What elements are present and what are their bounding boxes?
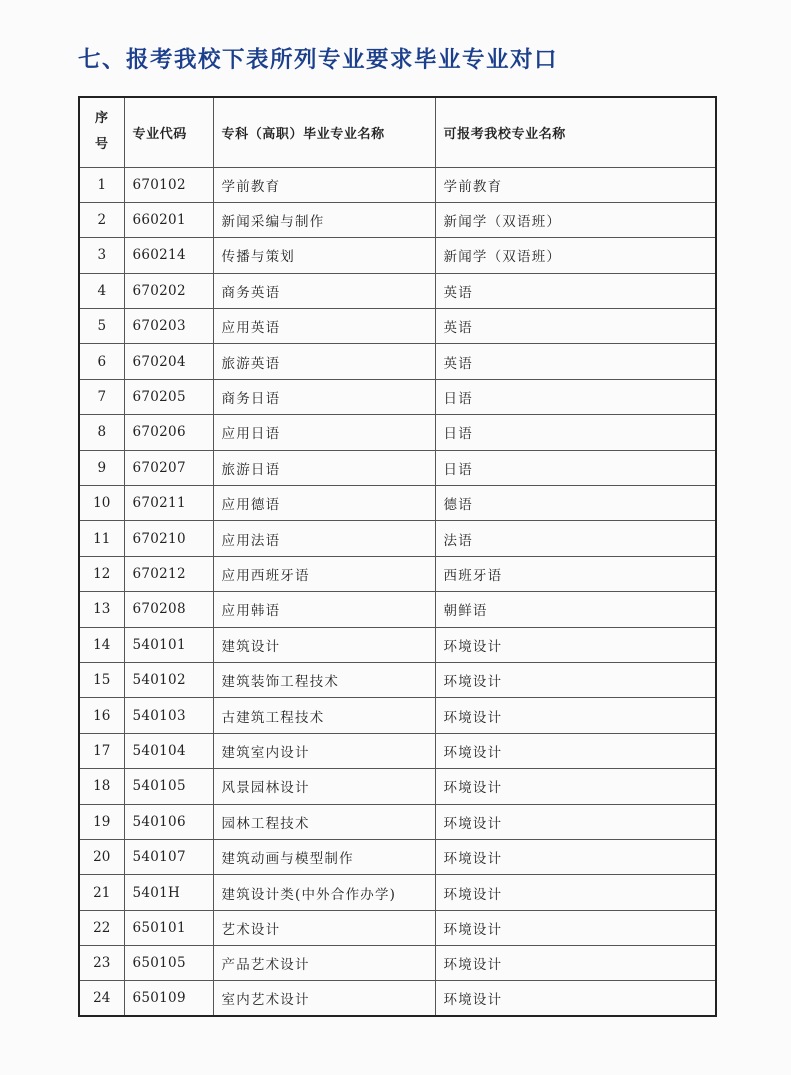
- cell-target: 法语: [435, 521, 716, 556]
- table-row: [79, 309, 716, 344]
- cell-target: 环境设计: [435, 769, 716, 804]
- cell-target: 环境设计: [435, 733, 716, 768]
- table-row: [79, 698, 716, 733]
- table-header: [79, 97, 716, 167]
- cell-target: 环境设计: [435, 981, 716, 1016]
- header-target: 可报考我校专业名称: [435, 97, 716, 167]
- cell-code: 670102: [124, 167, 213, 202]
- cell-name: 传播与策划: [213, 238, 435, 273]
- cell-code: 670204: [124, 344, 213, 379]
- cell-code: 540102: [124, 662, 213, 697]
- cell-no: 2: [79, 202, 124, 237]
- table-row: [79, 521, 716, 556]
- cell-name: 建筑装饰工程技术: [213, 662, 435, 697]
- cell-no: 19: [79, 804, 124, 839]
- table-row: [79, 238, 716, 273]
- cell-no: 20: [79, 839, 124, 874]
- cell-target: 英语: [435, 273, 716, 308]
- cell-name: 应用德语: [213, 486, 435, 521]
- table-row: [79, 839, 716, 874]
- cell-target: 环境设计: [435, 698, 716, 733]
- cell-name: 学前教育: [213, 167, 435, 202]
- header-seq-line1: 序: [94, 111, 109, 127]
- cell-target: 西班牙语: [435, 556, 716, 591]
- cell-target: 环境设计: [435, 627, 716, 662]
- cell-name: 建筑动画与模型制作: [213, 839, 435, 874]
- cell-code: 670207: [124, 450, 213, 485]
- table-row: [79, 769, 716, 804]
- cell-code: 650101: [124, 910, 213, 945]
- cell-no: 22: [79, 910, 124, 945]
- cell-code: 660214: [124, 238, 213, 273]
- cell-no: 15: [79, 662, 124, 697]
- cell-code: 540103: [124, 698, 213, 733]
- cell-code: 670208: [124, 592, 213, 627]
- cell-name: 建筑设计: [213, 627, 435, 662]
- cell-code: 660201: [124, 202, 213, 237]
- cell-name: 产品艺术设计: [213, 946, 435, 981]
- cell-name: 风景园林设计: [213, 769, 435, 804]
- cell-name: 应用韩语: [213, 592, 435, 627]
- cell-target: 日语: [435, 415, 716, 450]
- cell-target: 环境设计: [435, 946, 716, 981]
- cell-no: 23: [79, 946, 124, 981]
- table-row: [79, 875, 716, 910]
- table-row: [79, 804, 716, 839]
- cell-name: 应用日语: [213, 415, 435, 450]
- table-body: [79, 167, 716, 1016]
- header-name: 专科（高职）毕业专业名称: [213, 97, 435, 167]
- cell-target: 英语: [435, 344, 716, 379]
- cell-target: 环境设计: [435, 662, 716, 697]
- cell-name: 建筑室内设计: [213, 733, 435, 768]
- table-row: [79, 450, 716, 485]
- cell-code: 540101: [124, 627, 213, 662]
- cell-code: 650105: [124, 946, 213, 981]
- cell-no: 17: [79, 733, 124, 768]
- cell-no: 16: [79, 698, 124, 733]
- cell-no: 7: [79, 379, 124, 414]
- cell-no: 3: [79, 238, 124, 273]
- table-row: [79, 733, 716, 768]
- cell-no: 18: [79, 769, 124, 804]
- cell-no: 4: [79, 273, 124, 308]
- cell-no: 13: [79, 592, 124, 627]
- cell-target: 环境设计: [435, 875, 716, 910]
- cell-target: 德语: [435, 486, 716, 521]
- cell-code: 670212: [124, 556, 213, 591]
- cell-name: 旅游日语: [213, 450, 435, 485]
- table-row: [79, 662, 716, 697]
- table-row: [79, 344, 716, 379]
- major-table: [78, 96, 717, 1017]
- cell-code: 650109: [124, 981, 213, 1016]
- cell-no: 5: [79, 309, 124, 344]
- cell-no: 8: [79, 415, 124, 450]
- cell-name: 应用法语: [213, 521, 435, 556]
- table-row: [79, 167, 716, 202]
- table-row: [79, 379, 716, 414]
- cell-target: 环境设计: [435, 910, 716, 945]
- cell-target: 学前教育: [435, 167, 716, 202]
- cell-target: 日语: [435, 450, 716, 485]
- cell-no: 21: [79, 875, 124, 910]
- cell-code: 540107: [124, 839, 213, 874]
- cell-code: 670205: [124, 379, 213, 414]
- table-row: [79, 981, 716, 1016]
- table-row: [79, 946, 716, 981]
- table-row: [79, 592, 716, 627]
- cell-code: 670202: [124, 273, 213, 308]
- table-row: [79, 910, 716, 945]
- cell-name: 商务英语: [213, 273, 435, 308]
- table-row: [79, 415, 716, 450]
- table-row: [79, 486, 716, 521]
- cell-code: 540104: [124, 733, 213, 768]
- cell-name: 园林工程技术: [213, 804, 435, 839]
- cell-no: 24: [79, 981, 124, 1016]
- table-row: [79, 273, 716, 308]
- cell-no: 10: [79, 486, 124, 521]
- header-seq-line2: 号: [94, 137, 109, 153]
- cell-target: 日语: [435, 379, 716, 414]
- table-row: [79, 556, 716, 591]
- header-code: 专业代码: [124, 97, 213, 167]
- cell-target: 新闻学（双语班）: [435, 202, 716, 237]
- cell-target: 朝鲜语: [435, 592, 716, 627]
- cell-code: 5401H: [124, 875, 213, 910]
- cell-code: 670210: [124, 521, 213, 556]
- cell-name: 应用西班牙语: [213, 556, 435, 591]
- cell-target: 环境设计: [435, 804, 716, 839]
- cell-name: 旅游英语: [213, 344, 435, 379]
- cell-target: 环境设计: [435, 839, 716, 874]
- page-title: 七、报考我校下表所列专业要求毕业专业对口: [78, 47, 559, 73]
- table-row: [79, 202, 716, 237]
- cell-target: 英语: [435, 309, 716, 344]
- cell-name: 应用英语: [213, 309, 435, 344]
- cell-code: 540106: [124, 804, 213, 839]
- cell-code: 540105: [124, 769, 213, 804]
- header-seq: [79, 97, 124, 167]
- header-row: [79, 97, 716, 167]
- cell-code: 670206: [124, 415, 213, 450]
- cell-no: 12: [79, 556, 124, 591]
- cell-code: 670203: [124, 309, 213, 344]
- cell-no: 6: [79, 344, 124, 379]
- cell-no: 11: [79, 521, 124, 556]
- cell-name: 商务日语: [213, 379, 435, 414]
- cell-no: 9: [79, 450, 124, 485]
- table-row: [79, 627, 716, 662]
- cell-no: 14: [79, 627, 124, 662]
- cell-name: 建筑设计类(中外合作办学): [213, 875, 435, 910]
- cell-no: 1: [79, 167, 124, 202]
- cell-code: 670211: [124, 486, 213, 521]
- cell-name: 古建筑工程技术: [213, 698, 435, 733]
- cell-name: 新闻采编与制作: [213, 202, 435, 237]
- cell-name: 室内艺术设计: [213, 981, 435, 1016]
- cell-target: 新闻学（双语班）: [435, 238, 716, 273]
- cell-name: 艺术设计: [213, 910, 435, 945]
